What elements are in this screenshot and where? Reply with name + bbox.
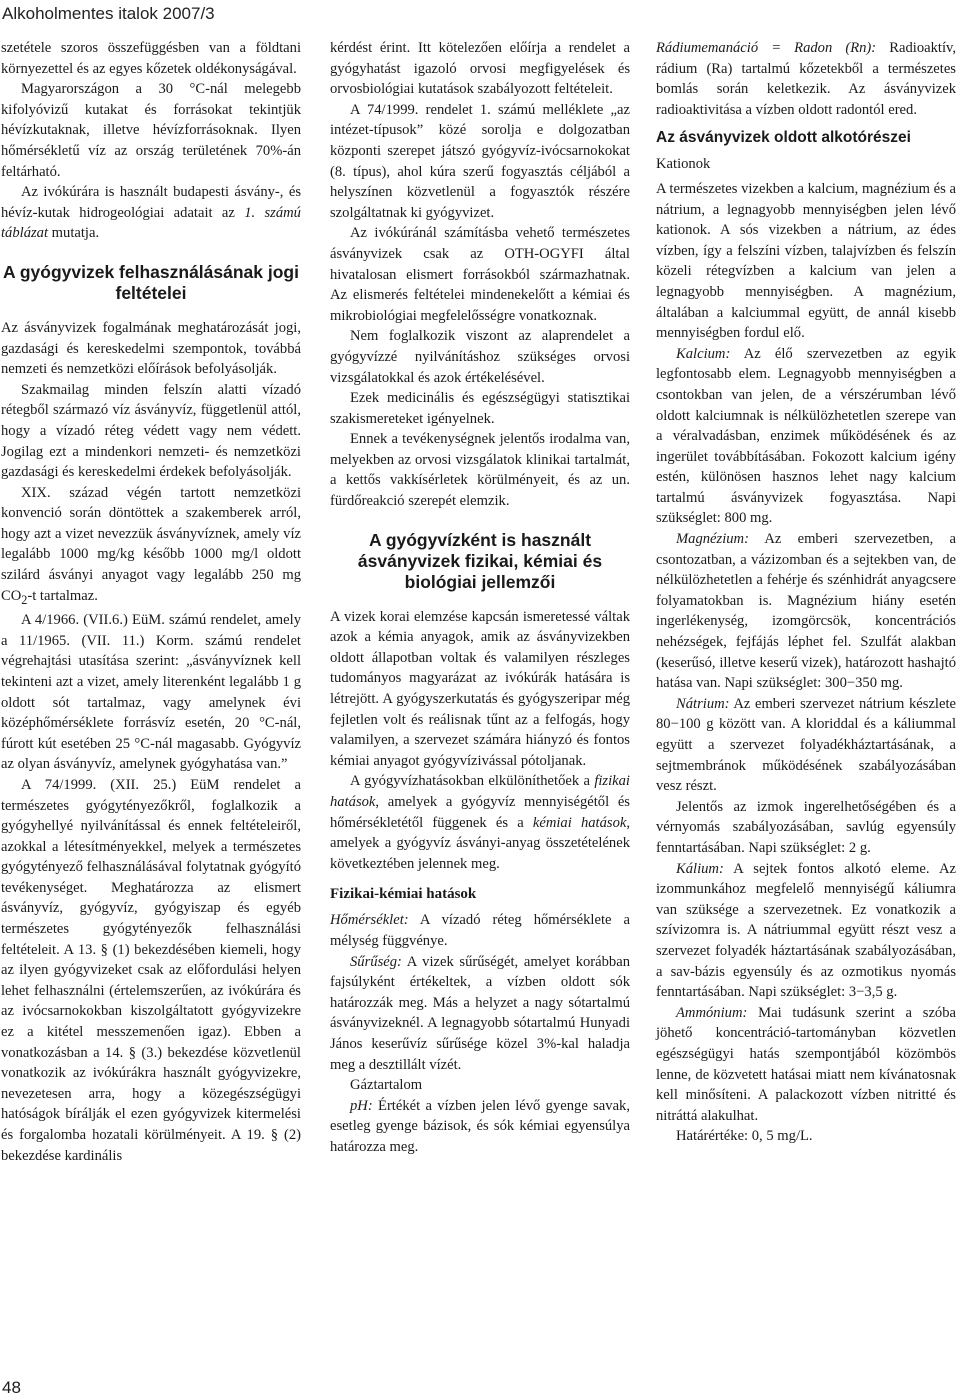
paragraph: Az ivókúránál számításba vehető természetes ásványvizek csak az OTH-OGYFI által hivatalosan elismert forrásokból származhatnak. Az elismerés feltételei mindenekelőtt a kémiai és mikrobiológiai megfelelősségre vonatkoznak.: [330, 225, 630, 324]
paragraph: Gáztartalom: [350, 1077, 423, 1094]
paragraph: szetétele szoros összefüggésben van a földtani környezettel és az egyes kőzetek oldékonyságával.: [1, 40, 301, 77]
paragraph: Szakmailag minden felszín alatti vízadó rétegből származó víz ásványvíz, függetlenül attól, hogy a vízadó réteg védett vagy nem védett. Jogilag ezt a mindenkori nemzeti- és nemzetközi gazdasági és kereskedelmi érdekek befolyásolják.: [1, 381, 301, 481]
paragraph: Nem foglalkozik viszont az alaprendelet a gyógyvízzé nyilvánításhoz szükséges orvosi vizsgálatokkal és azok értékelésével.: [330, 328, 630, 386]
section-heading: Az ásványvizek oldott alkotórészei: [656, 129, 911, 147]
paragraph: Magnézium: Az emberi szervezetben, a csontozatban, a vázizomban és a sejtekben van, de nélkülözhetetlen a fehérje és szénhidrát anyagcsere folyamatokban is. Magnézium hiány esetén ingerlékenység, izomgörcsök, koncentrációs nehézségek, fejfájás léphet fel. Szulfát alakban (keserűsó, illetve keserű vizek), határozott hashajtó hatása van. Napi szükséglet: 300−350 mg.: [656, 531, 956, 692]
paragraph: A gyógyvízhatásokban elkülöníthetőek a fizikai hatások, amelyek a gyógyvíz mennyiségétől és hőmérsékletétől függenek és a kémiai hatások, amelyek a gyógyvíz ásványi-anyag összetételének következtében jelennek meg.: [330, 773, 630, 872]
paragraph: Ammónium: Mai tudásunk szerint a szóba jöhető koncentráció-tartományban közvetlen egészségügyi hatás szempontjából közömbös lenne, de közvetett hatásai miatt nem kívánatosnak kell minősíteni. A palackozott vízben nitritté és nitráttá alakulhat.: [656, 1004, 956, 1124]
paragraph: A 74/1999. (XII. 25.) EüM rendelet a természetes gyógytényezőkről, foglalkozik a gyógyhellyé nyilvánítással és ennek feltételeiről, azokkal a létesítményekkel, melyek a természetes gyógytényező felhasználásával folytatnak gyógyító tevékenységet. Meghatározza az elismert ásványvíz, gyógyvíz, gyógyiszap és egyéb természetes gyógytényezők felhasználási feltételeit. A 13. § (1) bekezdésében kiemeli, hogy az ilyen gyógyvizeket csak az előfordulási helyen lehet felhasználni (értelemszerűen, az ivókúrára és az ivócsarnokokban kiszolgáltatott gyógyvizekre ez a kitétel messzemenően igaz). Ebben a vonatkozásban a 14. § (3.) bekezdése közvetlenül vonatkozik az ivókúrákra használt gyógyvizekre, nevezetesen arra, hogy a közegészségügyi hatóságok bírálják el ezen gyógyvizek kitermelési és forgalomba hozatali körülményeit. A 19. § (2) bekezdése kardinális: [1, 776, 301, 1164]
column-1: [1, 38, 301, 1166]
paragraph: pH: Értékét a vízben jelen lévő gyenge savak, esetleg gyenge bázisok, és sók kémiai egyensúlya határozza meg.: [330, 1097, 630, 1155]
paragraph: Kálium: A sejtek fontos alkotó eleme. Az izommunkához megfelelő mennyiségű káliumra van szüksége a szervezetnek. Ez vonatkozik a szívizomra is. A nátriummal együtt részt vesz a szervezet folyadék háztartásának szabályozásában, a sav-bázis egyensúly és az ozmotikus nyomás fenntartásában. Napi szükséglet: 3−3,5 g.: [656, 860, 956, 1001]
running-title: Alkoholmentes italok 2007/3: [2, 4, 215, 23]
paragraph: Nátrium: Az emberi szervezet nátrium készlete 80−100 g között van. A kloriddal és a káliummal együtt a szervezet folyadékháztartásának, a sejtmembránok működésének szabályozásában vesz részt.: [656, 695, 956, 795]
paragraph: Magyarországon a 30 °C-nál melegebb kifolyóvizű kutakat és forrásokat tekintjük hévízkutaknak, illetve hévízforrásoknak. Ilyen hőmérsékletű víz az ország területének 70%-án feltárható.: [1, 81, 301, 180]
section-heading: A gyógyvizek felhasználásának jogi feltételei: [3, 261, 299, 303]
paragraph: Jelentős az izmok ingerelhetőségében és a vérnyomás szabályozásában, savlúg egyensúly fenntartásában. Napi szükséglet: 2 g.: [656, 798, 956, 856]
column-2: [330, 38, 630, 1158]
paragraph: A 74/1999. rendelet 1. számú melléklete „az intézet-típusok” közé sorolja e dolgozatban központi szerepet játszó gyógyvíz-ivócsarnokokat (8. típus), ahol kúra szerű fogyasztás céljából a helyszínen közvetlenül a fogyasztók részére szolgáltatnak ki gyógyvizet.: [330, 101, 630, 221]
paragraph: Ezek medicinális és egészségügyi statisztikai szakismereteket igényelnek.: [330, 390, 630, 427]
paragraph: Hőmérséklet: A vízadó réteg hőmérséklete a mélység függvénye.: [330, 912, 630, 949]
paragraph: Az ivókúrára is használt budapesti ásvány-, és hévíz-kutak hidrogeológiai adatait az 1. számú táblázat mutatja.: [1, 184, 301, 242]
subsection-label: Kationok: [656, 156, 711, 173]
column-3: [656, 38, 956, 1147]
paragraph: kérdést érint. Itt kötelezően előírja a rendelet a gyógyhatást igazoló orvosi megfigyelések és orvosbiológiai kutatások szabályozott feltételeit.: [330, 40, 630, 98]
paragraph: Határértéke: 0, 5 mg/L.: [676, 1128, 813, 1145]
paragraph: Az ásványvizek fogalmának meghatározását jogi, gazdasági és kereskedelmi szempontok, továbbá nemzeti és nemzetközi előírások befolyásolják.: [1, 319, 301, 378]
paragraph: Ennek a tevékenységnek jelentős irodalma van, melyekben az orvosi vizsgálatok klinikai tartalmát, a kettős vakkísérletek körülményeit, és az un. fürdőreakció szerepét elemzik.: [330, 431, 630, 510]
table-reference: 1. számú táblázat: [1, 204, 301, 242]
paragraph: A 4/1966. (VII.6.) EüM. számú rendelet, amely a 11/1965. (VII. 11.) Korm. számú rendelet végrehajtási utasítása szerint: „ásványvíznek kell tekinteni azt a vizet, amely literenként legalább 1 g oldott sót tartalmaz, vagy amelynek évi középhőmérséklete forrásvíz esetén, 20 °C-nál, fúrott kút esetében 25 °C-nál magasabb. Gyógyvíz az olyan ásványvíz, amelynek gyógyhatása van.”: [1, 612, 301, 773]
paragraph: Rádiumemanáció = Radon (Rn): Radioaktív, rádium (Ra) tartalmú kőzetekből a természetes bomlás során keletkezik. Az ásványvizek radioaktivitása a vízben oldott radontól ered.: [656, 40, 957, 118]
section-heading: A gyógyvízként is használt ásványvizek fizikai, kémiai és biológiai jellemzői: [357, 529, 603, 592]
page-number: 48: [2, 1378, 21, 1397]
paragraph: Sűrűség: A vizek sűrűségét, amelyet korábban fajsúlyként értékeltek, a vízben oldott sók határozzák meg. Más a helyzet a nagy sótartalmú ásványvizeknél. A legnagyobb sótartalmú Hunyadi János keserűvíz sűrűsége közel 3%-kal haladja meg a desztillált vízét.: [330, 953, 630, 1073]
paragraph: XIX. század végén tartott nemzetközi konvenció során döntöttek a szakemberek arról, hogy azt a vizet nevezzük ásványvíznek, amely víz legalább 1000 mg/kg később 1000 mg/l oldott szilárd ásványi anyagot vagy legalább 250 mg $CO_2-t$ tartalmaz.: [1, 484, 301, 607]
subsection-heading: Fizikai-kémiai hatások: [330, 886, 477, 903]
paragraph: Kalcium: Az élő szervezetben az egyik legfontosabb elem. Legnagyobb mennyiségben a csontokban van jelen, de a vérszérumban lévő oldott kalciumnak is nélkülözhetetlen szerepe van a véralvadásban, enzimek működésének és az ingerület továbbításában. Fokozott kalcium igény estén, különösen hasznos lehet nagy kalcium tartalmú ásványvizek fogyasztása. Napi szükséglet: 800 mg.: [656, 345, 956, 527]
paragraph: A vizek korai elemzése kapcsán ismeretessé váltak azok a kémia anyagok, amik az ásványvizekben oldott állapotban voltak és valamilyen részleges tudományos magyarázat az ivókúrák hatására is létrejött. A gyógyszerkutatás és gyógyszeripar még fejletlen volt és reálisnak tűnt az a felfogás, hogy valamilyen, a szervezet számára hiányzó és fontos kémiai anyagot gyógyvízivással pótoljanak.: [330, 608, 630, 769]
paragraph: A természetes vizekben a kalcium, magnézium és a nátrium, a legnagyobb mennyiségben jelen lévő kationok. A sós vizekben a nátrium, az édes vízben, így a felszíni vízben, talajvízben és felszín közeli rétegvízben a kalcium van jelen a legnagyobb mennyiségben. A magnézium, általában a kalciummal együtt, de annál kisebb mennyiségben fordul elő.: [656, 180, 956, 342]
